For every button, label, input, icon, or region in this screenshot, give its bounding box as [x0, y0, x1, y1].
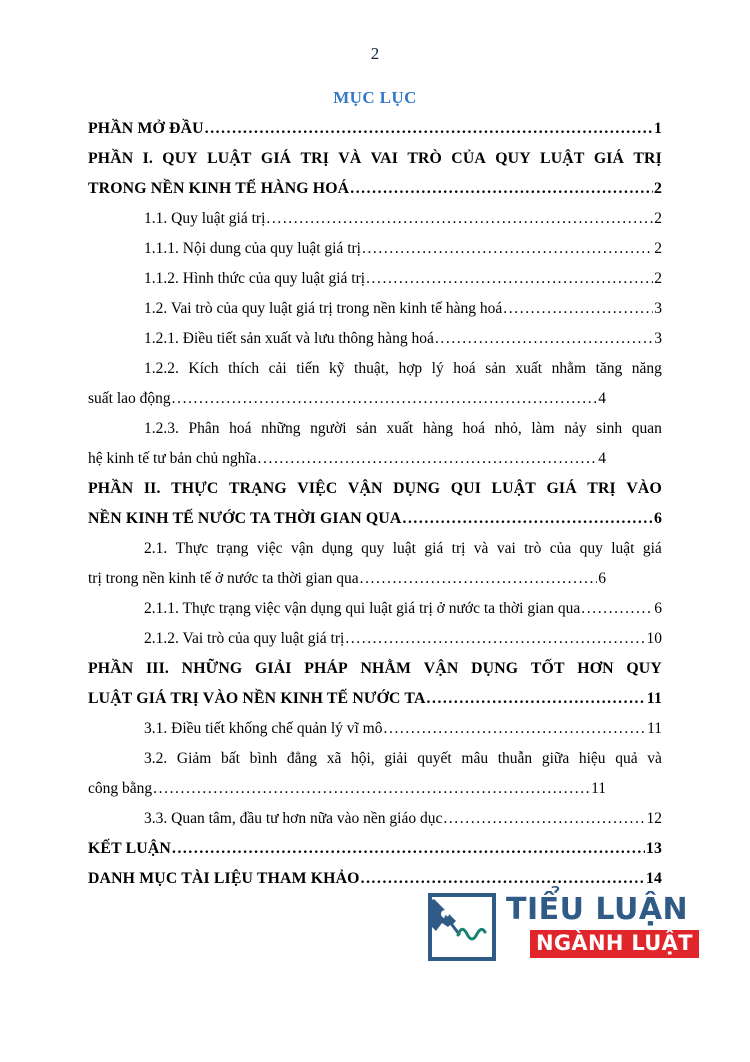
- toc-entry-text: 1.2.3. Phân hoá những người sản xuất hàng hoá nhỏ, làm nảy sinh quan: [144, 420, 662, 437]
- toc-entry-text: PHẦN II. THỰC TRẠNG VIỆC VẬN DỤNG QUI LUẬT GIÁ TRỊ VÀO: [88, 480, 662, 497]
- table-of-contents: [88, 114, 662, 894]
- toc-entry-page: 12: [646, 810, 662, 827]
- dot-leader: [258, 444, 598, 474]
- toc-entry-page: 3: [654, 330, 662, 347]
- pen-nib-icon: [428, 893, 496, 961]
- toc-entry[interactable]: [88, 654, 662, 714]
- toc-entry[interactable]: [88, 804, 662, 834]
- page-title: MỤC LỤC: [333, 88, 417, 107]
- toc-entry-text: 1.2.2. Kích thích cải tiến kỹ thuật, hợp lý hoá sản xuất nhằm tăng năng: [144, 360, 662, 377]
- toc-entry-text: 1.2.1. Điều tiết sản xuất và lưu thông hàng hoá: [144, 330, 434, 347]
- dot-leader: [153, 774, 590, 804]
- toc-entry[interactable]: [88, 114, 662, 144]
- dot-leader: [361, 864, 645, 894]
- toc-entry[interactable]: [88, 864, 662, 894]
- toc-entry-page: 4: [598, 390, 606, 407]
- toc-entry-text-cont: NỀN KINH TẾ NƯỚC TA THỜI GIAN QUA: [88, 510, 402, 527]
- toc-entry-page: 6: [598, 570, 606, 587]
- toc-entry-text: 1.1.1. Nội dung của quy luật giá trị: [144, 240, 361, 257]
- toc-entry[interactable]: [88, 834, 662, 864]
- toc-entry-text: 3.3. Quan tâm, đầu tư hơn nữa vào nền giáo dục: [144, 810, 443, 827]
- toc-entry[interactable]: [88, 234, 662, 264]
- dot-leader: [205, 114, 653, 144]
- toc-entry-text-cont: công bằng: [88, 780, 153, 797]
- toc-entry-text: 3.1. Điều tiết khống chế quản lý vĩ mô: [144, 720, 383, 737]
- toc-entry-text-cont: trị trong nền kinh tế ở nước ta thời gian qua: [88, 570, 359, 587]
- toc-entry-text: 1.2. Vai trò của quy luật giá trị trong nền kinh tế hàng hoá: [144, 300, 503, 317]
- toc-entry[interactable]: [88, 714, 662, 744]
- toc-entry-text-cont: TRONG NỀN KINH TẾ HÀNG HOÁ: [88, 180, 350, 197]
- toc-entry-page: 6: [654, 600, 662, 617]
- toc-entry-text: 2.1. Thực trạng việc vận dụng quy luật giá trị và vai trò của quy luật giá: [144, 540, 662, 557]
- toc-entry[interactable]: [88, 294, 662, 324]
- toc-entry[interactable]: [88, 204, 662, 234]
- dot-leader: [266, 204, 653, 234]
- toc-entry-text-cont: LUẬT GIÁ TRỊ VÀO NỀN KINH TẾ NƯỚC TA: [88, 690, 426, 707]
- toc-entry[interactable]: [88, 474, 662, 534]
- watermark-logo: [428, 892, 693, 975]
- dot-leader: [581, 594, 653, 624]
- dot-leader: [503, 294, 653, 324]
- dot-leader: [366, 264, 653, 294]
- dot-leader: [345, 624, 645, 654]
- toc-entry-page: 3: [654, 300, 662, 317]
- toc-entry[interactable]: [88, 414, 662, 474]
- toc-entry[interactable]: [88, 144, 662, 204]
- dot-leader: [443, 804, 645, 834]
- toc-entry[interactable]: [88, 264, 662, 294]
- toc-entry-page: 2: [654, 270, 662, 287]
- dot-leader: [350, 174, 653, 204]
- toc-entry[interactable]: [88, 324, 662, 354]
- dot-leader: [172, 834, 645, 864]
- toc-entry-text: KẾT LUẬN: [88, 840, 171, 857]
- toc-entry-text: 2.1.2. Vai trò của quy luật giá trị: [144, 630, 345, 647]
- brand-primary: TIỂU LUẬN: [506, 892, 689, 927]
- toc-entry[interactable]: [88, 594, 662, 624]
- toc-entry-page: 2: [654, 210, 662, 227]
- toc-entry-text-cont: suất lao động: [88, 390, 171, 407]
- toc-entry-page: 2: [653, 180, 662, 197]
- toc-entry[interactable]: [88, 534, 662, 594]
- brand-text: [506, 893, 699, 958]
- dot-leader: [384, 714, 647, 744]
- toc-entry-page: 2: [654, 240, 662, 257]
- dot-leader: [172, 384, 598, 414]
- page-number: 2: [370, 44, 380, 63]
- toc-entry-page: 11: [647, 720, 662, 737]
- dot-leader: [360, 564, 598, 594]
- dot-leader: [427, 684, 646, 714]
- toc-entry-page: 6: [653, 510, 662, 527]
- brand-secondary: NGÀNH LUẬT: [530, 930, 699, 958]
- dot-leader: [435, 324, 653, 354]
- toc-entry-page: 10: [646, 630, 662, 647]
- toc-entry-page: 4: [598, 450, 606, 467]
- toc-entry-text: DANH MỤC TÀI LIỆU THAM KHẢO: [88, 870, 360, 887]
- toc-entry-text: 1.1.2. Hình thức của quy luật giá trị: [144, 270, 366, 287]
- toc-entry-page: 11: [591, 780, 606, 797]
- toc-entry-page: 14: [645, 870, 662, 887]
- dot-leader: [402, 504, 652, 534]
- toc-entry-text: PHẦN I. QUY LUẬT GIÁ TRỊ VÀ VAI TRÒ CỦA QUY LUẬT GIÁ TRỊ: [88, 150, 662, 167]
- toc-entry[interactable]: [88, 744, 662, 804]
- toc-entry[interactable]: [88, 624, 662, 654]
- dot-leader: [362, 234, 653, 264]
- toc-entry-page: 13: [645, 840, 662, 857]
- toc-entry-text: PHẦN III. NHỮNG GIẢI PHÁP NHẰM VẬN DỤNG TỐT HƠN QUY: [88, 660, 662, 677]
- toc-entry[interactable]: [88, 354, 662, 414]
- toc-entry-text: 2.1.1. Thực trạng việc vận dụng qui luật giá trị ở nước ta thời gian qua: [144, 600, 581, 617]
- toc-entry-page: 1: [653, 120, 662, 137]
- toc-entry-text: 1.1. Quy luật giá trị: [144, 210, 266, 227]
- toc-entry-page: 11: [646, 690, 662, 707]
- toc-entry-text: PHẦN MỞ ĐẦU: [88, 120, 204, 137]
- toc-entry-text: 3.2. Giảm bất bình đẳng xã hội, giải quyết mâu thuẫn giữa hiệu quả và: [144, 750, 662, 767]
- toc-entry-text-cont: hệ kinh tế tư bản chủ nghĩa: [88, 450, 257, 467]
